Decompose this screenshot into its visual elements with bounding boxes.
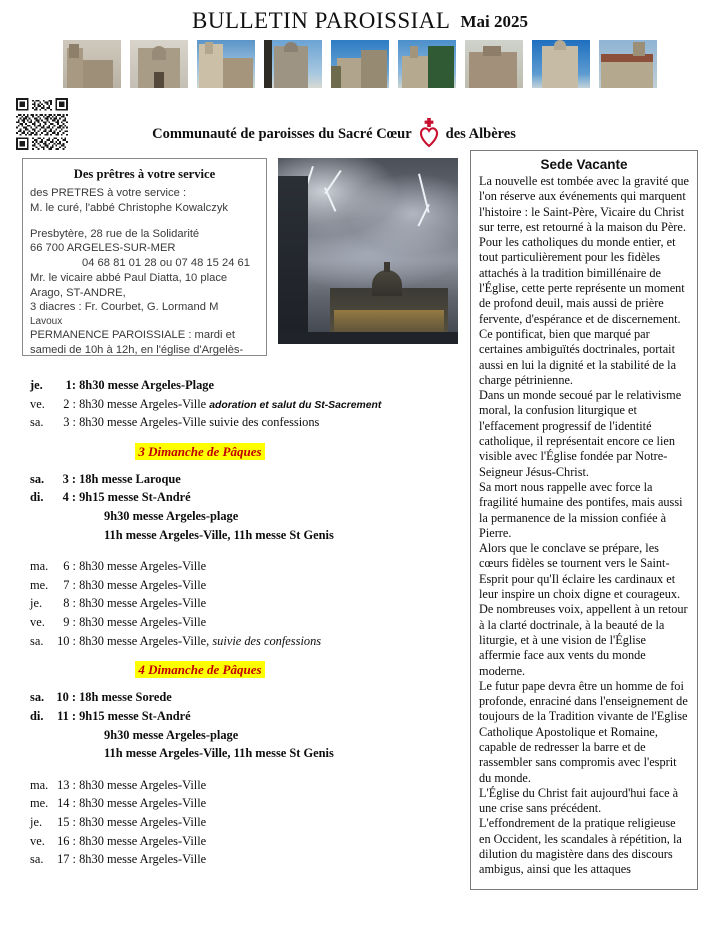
schedule-day: je.: [30, 378, 43, 392]
schedule-row: [30, 470, 430, 489]
sede-paragraph-4: Sa mort nous rappelle avec force la fragilité humaine des pontifes, mais aussi la permanence de la mission confiée à Pierre.: [479, 479, 683, 540]
community-title-after: des Albères: [445, 126, 516, 142]
schedule-row: [30, 557, 430, 576]
vicar-line-2: Arago, ST-ANDRE,: [30, 286, 126, 299]
sede-paragraph-6: De nombreuses voix, appellent à un retour à la clarté doctrinale, à la beauté de la liturgie, et à une vision de l'Église affermie face aux vents du monde moderne.: [479, 602, 688, 678]
schedule-text: 8h30 messe Argeles-Ville: [79, 814, 207, 829]
schedule-text: 18h messe Laroque: [79, 471, 181, 486]
schedule-date: 8 :: [63, 596, 76, 611]
schedule-row: [30, 776, 430, 795]
sede-paragraph-2: Ce pontificat, bien que marqué par certaines ambiguïtés doctrinales, portait aussi en lui la dignité et la stabilité de la charge pétrinienne.: [479, 326, 677, 387]
schedule-text: 9h15 messe St-André: [79, 490, 191, 505]
masthead: [0, 0, 720, 34]
schedule-day: ma.: [30, 559, 49, 574]
church-photo-7: [465, 40, 523, 88]
schedule-text: 8h30 messe Argeles-Ville: [79, 596, 207, 611]
schedule-day: ve.: [30, 396, 45, 411]
presbytery-address: Presbytère, 28 rue de la Solidarité: [30, 227, 200, 240]
issue-month: Mai 2025: [460, 12, 528, 31]
sede-paragraph-7: Le futur pape devra être un homme de foi profonde, enraciné dans l'enseignement de toujours de la Tradition vivante de l'Eglise Catholique Apostolique et Romaine, capable de redresser la barre et de rassembler sans compromis avec l'esprit du monde.: [479, 678, 688, 785]
church-photo-9: [599, 40, 657, 88]
season-heading-label: 3 Dimanche de Pâques: [135, 443, 264, 460]
schedule-date: 6 :: [63, 559, 76, 574]
schedule-text: 8h30 messe Argeles-Ville: [79, 777, 207, 792]
vatican-storm-photo: [278, 158, 458, 344]
schedule-day: me.: [30, 796, 49, 811]
schedule-row: [30, 688, 430, 707]
schedule-text: 8h30 messe Argeles-Ville: [79, 852, 207, 867]
schedule-row: [30, 576, 430, 595]
schedule-text: 8h30 messe Argeles-Plage: [79, 378, 214, 392]
schedule-date: 16 :: [57, 833, 76, 848]
schedule-text: 18h messe Sorede: [79, 690, 172, 705]
sede-paragraph-3: Dans un monde secoué par le relativisme moral, la confusion liturgique et l'effacement progressif de l'identité catholique, il représentait encore ce lien visible avec l'Église fondée par Notre-Seigneur Jésus-Christ.: [479, 388, 682, 479]
schedule-text: 8h30 messe Argeles-Ville: [79, 577, 207, 592]
schedule-row: [30, 395, 430, 414]
season-heading-1: [30, 443, 430, 461]
community-header-row: [0, 98, 720, 150]
schedule-day: ve.: [30, 615, 45, 630]
schedule-text: 8h30 messe Argeles-Ville: [79, 396, 207, 411]
schedule-text: 8h30 messe Argeles-Ville: [79, 796, 207, 811]
schedule-day: sa.: [30, 471, 45, 486]
season-heading-label: 4 Dimanche de Pâques: [135, 661, 264, 678]
sede-vacante-article: [470, 150, 698, 890]
schedule-row: [30, 594, 430, 613]
schedule-continuation: 11h messe Argeles-Ville, 11h messe St Genis: [104, 746, 334, 761]
priests-line-1: des PRETRES à votre service :: [30, 187, 187, 199]
deacons-line: 3 diacres : Fr. Courbet, G. Lormand M: [30, 301, 219, 314]
church-photo-1: [63, 40, 121, 88]
schedule-day: di.: [30, 708, 44, 723]
vicar-line-1: Mr. le vicaire abbé Paul Diatta, 10 place: [30, 271, 228, 284]
schedule-continuation: 9h30 messe Argeles-plage: [104, 509, 239, 524]
schedule-date: 9 :: [63, 615, 76, 630]
priests-info-box: [22, 158, 267, 356]
schedule-row: [30, 488, 430, 507]
schedule-row: [30, 813, 430, 832]
schedule-row: [30, 794, 430, 813]
schedule-row: [30, 850, 430, 869]
schedule-note: suivie des confessions: [212, 633, 322, 648]
schedule-day: sa.: [30, 852, 44, 867]
schedule-date: 2 :: [63, 396, 76, 411]
priests-line-2: M. le curé, l'abbé Christophe Kowalczyk: [30, 201, 229, 214]
church-photo-5: [331, 40, 389, 88]
schedule-day: je.: [30, 596, 43, 611]
schedule-date: 4 :: [62, 490, 76, 505]
schedule-day: ma.: [30, 777, 49, 792]
schedule-row: [30, 413, 430, 432]
deacons-line-cont: Lavoux: [30, 316, 63, 328]
sede-paragraph-1: La nouvelle est tombée avec la gravité que l'on réserve aux événements qui marquent l'histoire : le Saint-Père, Vicaire du Christ sur terre, est retourné à la maison du Père. Pour les catholiques du monde entier, et tout particulièrement pour les fidèles attachés à la tradition bimillénaire de l'Église, cette perte représente un moment de profond deuil, mais aussi de prière fervente, d'espérance et de discernement.: [479, 174, 689, 326]
schedule-date: 1:: [65, 378, 76, 392]
permanence-line-2: samedi de 10h à 12h, en l'église d'Argelès-: [30, 344, 244, 357]
church-photo-2: [130, 40, 188, 88]
schedule-date: 11 :: [57, 708, 76, 723]
schedule-row: [30, 632, 430, 651]
schedule-text: 9h15 messe St-André: [79, 708, 191, 723]
page-title: BULLETIN PAROISSIAL: [192, 8, 451, 33]
schedule-row: [30, 832, 430, 851]
church-photo-3: [197, 40, 255, 88]
schedule-day: sa.: [30, 690, 45, 705]
church-photo-strip: [0, 40, 720, 88]
presbytery-city: 66 700 ARGELES-SUR-MER: [30, 242, 176, 255]
schedule-row: [30, 613, 430, 632]
schedule-row: [30, 707, 430, 726]
schedule-day: sa.: [30, 415, 44, 430]
schedule-continuation: 11h messe Argeles-Ville, 11h messe St Genis: [104, 527, 334, 542]
church-photo-6: [398, 40, 456, 88]
schedule-date: 15 :: [57, 814, 76, 829]
church-photo-8: [532, 40, 590, 88]
qr-code-icon[interactable]: [16, 98, 68, 150]
priests-heading: Des prêtres à votre service: [73, 167, 216, 181]
schedule-day: di.: [30, 490, 44, 505]
community-title-before: Communauté de paroisses du Sacré Cœur: [152, 126, 412, 142]
sede-paragraph-9: L'effondrement de la pratique religieuse en Occident, les scandales à répétition, la dilution du magistère dans des discours ambigus, ainsi que les attaques: [479, 816, 682, 877]
schedule-day: ve.: [30, 833, 45, 848]
schedule-text: 8h30 messe Argeles-Ville,: [79, 633, 210, 648]
schedule-row: [30, 376, 430, 395]
permanence-line-1: PERMANENCE PAROISSIALE : mardi et: [30, 329, 235, 342]
schedule-continuation: 9h30 messe Argeles-plage: [104, 727, 239, 742]
sede-vacante-heading: Sede Vacante: [540, 157, 628, 172]
schedule-date: 3 :: [62, 471, 76, 486]
priests-phone-numbers[interactable]: 04 68 81 01 28 ou 07 48 15 24 61: [82, 257, 250, 270]
schedule-date: 13 :: [57, 777, 76, 792]
schedule-date: 7 :: [63, 577, 76, 592]
schedule-text: 8h30 messe Argeles-Ville suivie des confessions: [79, 415, 320, 430]
schedule-day: sa.: [30, 633, 44, 648]
schedule-text: 8h30 messe Argeles-Ville: [79, 615, 207, 630]
schedule-date: 10 :: [57, 633, 76, 648]
schedule-date: 17 :: [57, 852, 76, 867]
sede-paragraph-8: L'Église du Christ fait aujourd'hui face à une crise sans précédent.: [479, 785, 679, 816]
church-photo-4: [264, 40, 322, 88]
schedule-date: 14 :: [57, 796, 76, 811]
schedule-text: 8h30 messe Argeles-Ville: [79, 559, 207, 574]
season-heading-2: [30, 661, 430, 679]
schedule-date: 10 :: [56, 690, 76, 705]
schedule-text: 8h30 messe Argeles-Ville: [79, 833, 207, 848]
mass-schedule: [30, 376, 430, 869]
sede-paragraph-5: Alors que le conclave se prépare, les cœurs fidèles se tournent vers le Saint-Esprit pour qu'Il éclaire les cardinaux et leur inspire un choix digne et courageux.: [479, 541, 681, 602]
schedule-note: adoration et salut du St-Sacrement: [209, 399, 382, 411]
sacred-heart-cross-icon: [418, 118, 440, 148]
schedule-day: je.: [30, 814, 43, 829]
schedule-date: 3 :: [63, 415, 76, 430]
schedule-day: me.: [30, 577, 49, 592]
